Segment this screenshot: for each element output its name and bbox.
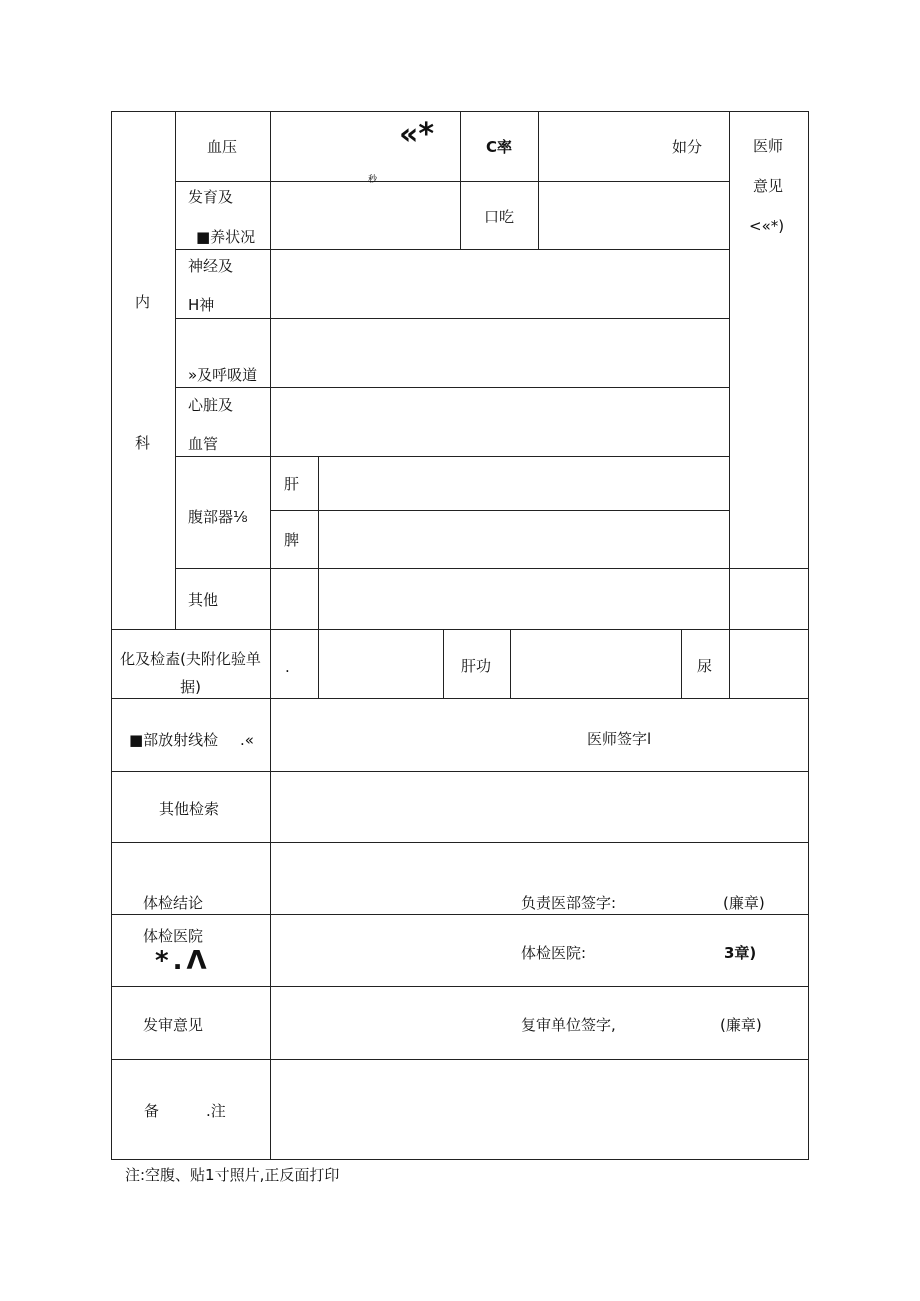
divider: [175, 387, 729, 388]
review-sign: 复审单位签字,: [521, 1016, 616, 1034]
spleen-label: 脾: [284, 531, 300, 549]
border-left: [111, 111, 112, 1160]
liver-label: 肝: [284, 475, 300, 493]
divider: [175, 318, 729, 319]
hospital-field: 体检医院:: [521, 944, 587, 962]
other-exam-label: 其他检索: [159, 800, 220, 818]
divider: [681, 629, 682, 699]
section-label-medicine: 科: [135, 434, 151, 452]
conclusion-seal: (廉章): [723, 894, 765, 912]
development-label-line2: ■养状况: [196, 228, 256, 246]
hospital-label: 体检医院: [143, 927, 204, 945]
other-label: 其他: [188, 591, 219, 609]
blood-pressure-label: 血压: [207, 138, 238, 156]
divider: [175, 249, 729, 250]
blood-pressure-mark: «*: [399, 117, 435, 152]
divider: [270, 510, 729, 511]
heart-rate-unit: 如分: [672, 138, 703, 156]
respiratory-label: »及呼吸道: [188, 366, 258, 384]
blood-pressure-unit: 秒: [368, 175, 378, 185]
divider: [111, 986, 809, 987]
divider: [111, 1059, 809, 1060]
conclusion-label: 体检结论: [143, 894, 204, 912]
divider: [111, 842, 809, 843]
divider: [111, 629, 809, 630]
chest-xray-doctor-sign: 医师签字l: [587, 730, 652, 748]
divider: [460, 111, 461, 249]
urine-label: 尿: [697, 657, 713, 675]
heart-label-line1: 心脏及: [188, 396, 234, 414]
divider: [318, 456, 319, 698]
remarks-label-suffix: .注: [206, 1102, 226, 1120]
review-label: 发审意见: [143, 1016, 204, 1034]
divider: [111, 771, 809, 772]
divider: [510, 629, 511, 699]
divider: [175, 181, 729, 182]
heart-label-line2: 血管: [188, 435, 219, 453]
divider: [270, 111, 271, 1159]
divider: [729, 111, 730, 698]
lab-label: 化及检盍(夬附化验单据): [120, 650, 261, 696]
abdomen-label: 腹部器⅛: [188, 508, 248, 526]
divider: [443, 629, 444, 699]
border-bottom: [111, 1159, 809, 1160]
chest-xray-label: ■部放射线检: [129, 731, 219, 749]
section-label-internal: 内: [135, 293, 151, 311]
doctor-opinion-line2: 意见: [753, 177, 784, 195]
doctor-opinion-line3: <«*): [749, 217, 785, 235]
liver-function-label: 肝功: [461, 657, 492, 675]
nervous-label-line1: 神经及: [188, 257, 234, 275]
stutter-label: 口吃: [484, 208, 515, 226]
divider: [111, 914, 809, 915]
divider: [175, 456, 729, 457]
doctor-opinion-line1: 医师: [753, 137, 784, 155]
border-right: [808, 111, 809, 1160]
remarks-label: 备: [144, 1102, 160, 1120]
development-label-line1: 发育及: [188, 188, 234, 206]
divider: [175, 111, 176, 629]
hospital-seal: 3章): [724, 944, 757, 962]
divider: [538, 111, 539, 249]
chest-xray-suffix: .«: [240, 731, 254, 749]
footnote: 注:空腹、贴1寸照片,正反面打印: [125, 1166, 340, 1184]
hospital-symbol: *.Λ: [155, 946, 211, 976]
review-seal: (廉章): [720, 1016, 762, 1034]
divider: [175, 568, 808, 569]
heart-rate-label: C率: [486, 138, 513, 156]
conclusion-sign: 负责医部签字:: [521, 894, 617, 912]
lab-dot: .: [285, 658, 290, 676]
nervous-label-line2: H神: [188, 296, 215, 314]
